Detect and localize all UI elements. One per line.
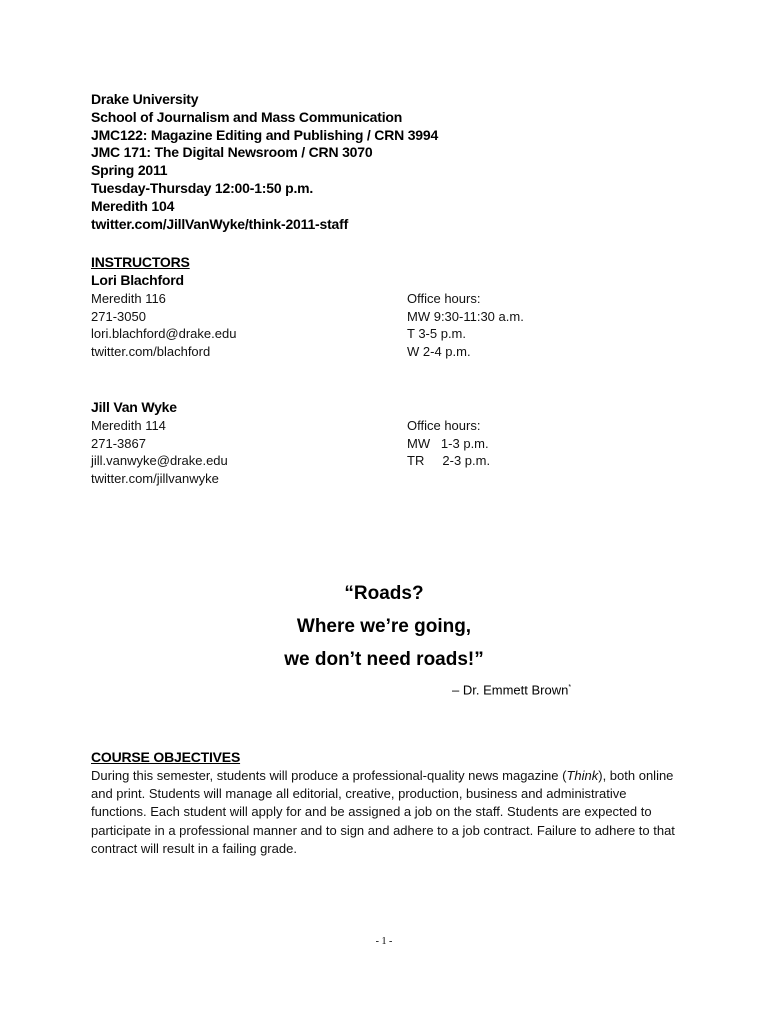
course-title-jmc122: JMC122: Magazine Editing and Publishing / CRN 3994: [91, 126, 439, 143]
instructor-lori-blachford: [91, 272, 651, 361]
course-header: [91, 91, 438, 233]
office-hours-entry: W 2-4 p.m.: [407, 344, 471, 360]
quote-line: “Roads?: [344, 583, 424, 604]
course-title-jmc171: JMC 171: The Digital Newsroom / CRN 3070: [91, 144, 373, 161]
instructor-office: Meredith 116: [91, 290, 166, 306]
instructor-twitter[interactable]: twitter.com/jillvanwyke: [91, 471, 219, 487]
meeting-room: Meredith 104: [91, 197, 175, 214]
office-hours-entry: MW 9:30-11:30 a.m.: [407, 308, 524, 324]
instructor-name: Jill Van Wyke: [91, 399, 177, 415]
instructor-email[interactable]: jill.vanwyke@drake.edu: [91, 453, 228, 469]
epigraph-quote: [0, 577, 768, 676]
instructors-heading: INSTRUCTORS: [91, 254, 190, 270]
quote-line: Where we’re going,: [296, 616, 472, 637]
objectives-text-end: ), both online and print. Students will manage all editorial, creative, production, business and administrative functions. Each student will apply for and be assigned a job on the staff. Students are expected to participate in a professional manner and to sign and adhere to a job contract. Failure to adhere to that contract will result in a failing grade.: [91, 768, 675, 856]
magazine-name: Think: [566, 768, 599, 783]
course-objectives-heading: COURSE OBJECTIVES: [91, 749, 241, 765]
instructor-jill-van-wyke: [91, 399, 651, 488]
meeting-time: Tuesday-Thursday 12:00-1:50 p.m.: [91, 179, 314, 196]
staff-twitter-link[interactable]: twitter.com/JillVanWyke/think-2011-staff: [91, 215, 349, 232]
office-hours-entry: T 3-5 p.m.: [407, 326, 467, 342]
instructor-phone: 271-3050: [91, 308, 146, 324]
semester: Spring 2011: [91, 162, 168, 179]
office-hours-entry: TR 2-3 p.m.: [407, 453, 491, 469]
instructor-name: Lori Blachford: [91, 272, 184, 288]
attribution-text: – Dr. Emmett Brown: [452, 682, 569, 698]
page-number: - 1 -: [375, 936, 393, 947]
university-name: Drake University: [91, 91, 199, 107]
instructor-email[interactable]: lori.blachford@drake.edu: [91, 326, 237, 342]
quote-line: we don’t need roads!”: [284, 649, 484, 670]
office-hours-entry: MW 1-3 p.m.: [407, 435, 489, 451]
office-hours-label: Office hours:: [407, 290, 481, 306]
school-name: School of Journalism and Mass Communication: [91, 108, 403, 125]
objectives-text-start: During this semester, students will produce a professional-quality news magazine (: [91, 768, 567, 783]
instructor-twitter[interactable]: twitter.com/blachford: [91, 344, 211, 360]
office-hours-label: Office hours:: [407, 417, 481, 433]
instructor-office: Meredith 114: [91, 417, 166, 433]
instructor-phone: 271-3867: [91, 435, 146, 451]
footnote-mark: *: [568, 684, 572, 691]
course-objectives-paragraph: [91, 767, 681, 858]
quote-attribution: [452, 680, 571, 698]
